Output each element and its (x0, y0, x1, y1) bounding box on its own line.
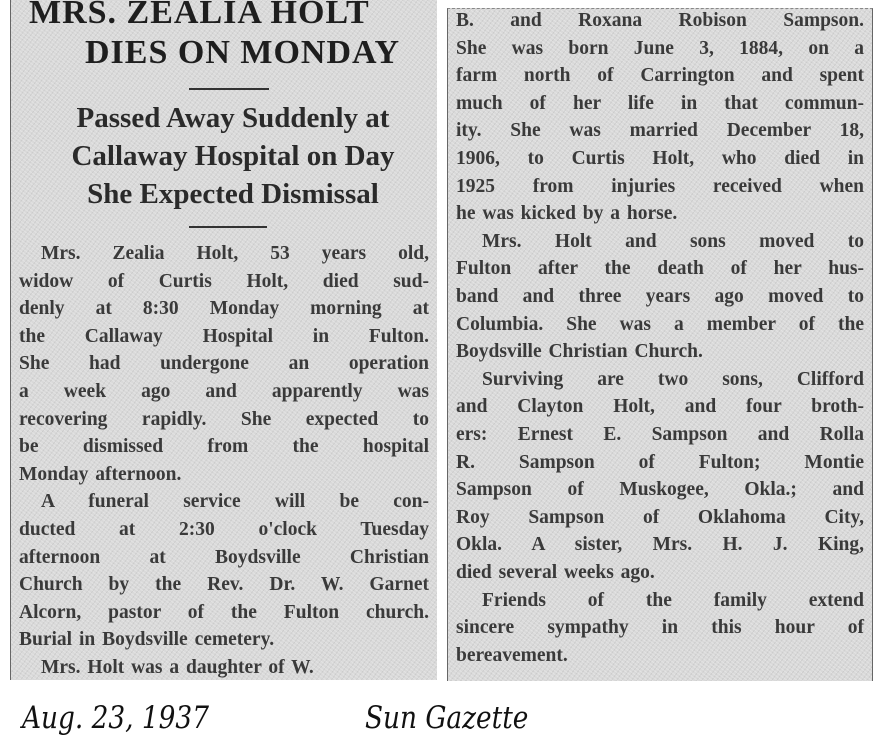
article-text-line: Mrs. Holt and sons moved to (482, 230, 864, 252)
left-column (10, 0, 437, 680)
article-text-line: Mrs. Holt was a daughter of W. (41, 657, 314, 678)
article-text-line: 1906, to Curtis Holt, who died in (456, 148, 864, 169)
article-text-line: ity. She was married December 18, (456, 120, 864, 142)
divider-rule (189, 88, 269, 90)
article-text-line: and Clayton Holt, and four broth- (456, 396, 864, 418)
article-text-line: much of her life in that commun- (456, 92, 864, 114)
caption-date: Aug. 23, 1937 (22, 700, 209, 736)
article-text-line: She had undergone an operation (19, 353, 429, 375)
article-text-line: recovering rapidly. She expected to (19, 408, 429, 430)
article-text-line: B. and Roxana Robison Sampson. (456, 10, 864, 31)
article-text-line: bereavement. (456, 644, 568, 666)
article-text-line: the Callaway Hospital in Fulton. (19, 325, 429, 347)
article-text-line: Fulton after the death of her hus- (456, 258, 864, 280)
article-text-line: died several weeks ago. (456, 562, 655, 583)
article-text-line: denly at 8:30 Monday morning at (19, 298, 429, 320)
headline-line-1: MRS. ZEALIA HOLT (29, 0, 370, 31)
article-text-line: Roy Sampson of Oklahoma City, (456, 506, 864, 528)
headline-line-2: DIES ON MONDAY (85, 34, 401, 71)
article-text-line: widow of Curtis Holt, died sud- (19, 270, 429, 292)
article-text-line: Church by the Rev. Dr. W. Garnet (19, 574, 429, 596)
article-text-line: Alcorn, pastor of the Fulton church. (19, 601, 429, 623)
article-text-line: 1925 from injuries received when (456, 175, 864, 197)
article-text-line: Boydsville Christian Church. (456, 341, 703, 363)
article-text-line: Sampson of Muskogee, Okla.; and (456, 479, 864, 501)
article-text-line: She was born June 3, 1884, on a (456, 37, 864, 59)
article-text-line: Monday afternoon. (19, 463, 182, 485)
article-text-line: farm north of Carrington and spent (456, 65, 864, 87)
article-text-line: A funeral service will be con- (41, 491, 429, 513)
subheadline-line-1: Passed Away Suddenly at (76, 102, 390, 134)
article-text-line: Columbia. She was a member of the (456, 313, 864, 335)
article-text-line: sincere sympathy in this hour of (456, 617, 864, 639)
article-text-line: Burial in Boydsville cemetery. (19, 629, 275, 651)
article-text-line: be dismissed from the hospital (19, 436, 429, 458)
article-text-line: he was kicked by a horse. (456, 203, 678, 225)
article-text-line: Mrs. Zealia Holt, 53 years old, (41, 243, 429, 264)
divider-rule (189, 226, 267, 228)
subheadline-line-3: She Expected Dismissal (87, 178, 379, 210)
caption-newspaper: Sun Gazette (365, 700, 529, 736)
article-text-line: Friends of the family extend (482, 589, 864, 611)
subheadline-line-2: Callaway Hospital on Day (71, 140, 395, 172)
article-text-line: a week ago and apparently was (19, 381, 429, 402)
article-text-line: R. Sampson of Fulton; Montie (456, 451, 864, 473)
article-text-line: afternoon at Boydsville Christian (19, 546, 429, 568)
article-text-line: Okla. A sister, Mrs. H. J. King, (456, 534, 864, 556)
article-text-line: Surviving are two sons, Clifford (482, 368, 864, 390)
article-text-line: ers: Ernest E. Sampson and Rolla (456, 424, 864, 445)
right-column (447, 8, 873, 681)
article-text-line: ducted at 2:30 o'clock Tuesday (19, 519, 429, 540)
article-text-line: band and three years ago moved to (456, 286, 864, 307)
